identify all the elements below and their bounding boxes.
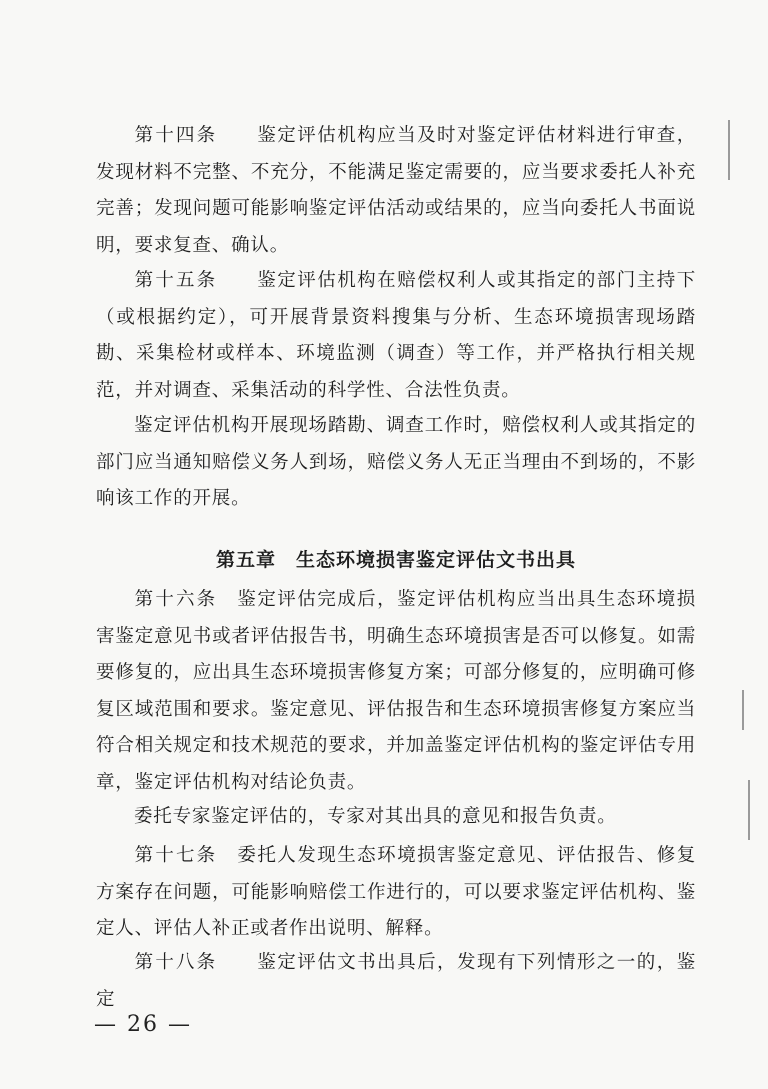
article-16-paragraph xyxy=(96,582,696,801)
chapter-5-heading: 第五章 生态环境损害鉴定评估文书出具 xyxy=(215,549,576,571)
article-18-paragraph xyxy=(96,945,696,1018)
article-15-paragraph xyxy=(96,263,696,409)
scan-edge-mark xyxy=(728,120,730,180)
article-14-text: 鉴定评估机构应当及时对鉴定评估材料进行审查，发现材料不完整、不充分，不能满足鉴定需要的，应当要求委托人补充完善；发现问题可能影响鉴定评估活动或结果的，应当向委托人书面说明，要求复查、确认。 xyxy=(96,125,696,256)
article-17-label: 第十七条 xyxy=(134,845,218,866)
article-16-continuation-text: 委托专家鉴定评估的，专家对其出具的意见和报告负责。 xyxy=(134,806,617,827)
article-15-continuation-paragraph xyxy=(96,408,696,518)
article-15-continuation-text: 鉴定评估机构开展现场踏勘、调查工作时，赔偿权利人或其指定的部门应当通知赔偿义务人到场，赔偿义务人无正当理由不到场的，不影响该工作的开展。 xyxy=(96,415,696,509)
article-16-continuation-paragraph xyxy=(96,799,696,836)
article-14-paragraph xyxy=(96,118,696,264)
scan-edge-mark xyxy=(748,780,750,840)
page-number: — 26 — xyxy=(94,1012,192,1037)
article-16-text: 鉴定评估完成后，鉴定评估机构应当出具生态环境损害鉴定意见书或者评估报告书，明确生态环境损害是否可以修复。如需要修复的，应出具生态环境损害修复方案；可部分修复的，应明确可修复区域范围和要求。鉴定意见、评估报告和生态环境损害修复方案应当符合相关规定和技术规范的要求，并加盖鉴定评估机构的鉴定评估专用章，鉴定评估机构对结论负责。 xyxy=(96,589,696,793)
article-14-label: 第十四条 xyxy=(134,125,218,146)
article-15-label: 第十五条 xyxy=(134,270,218,291)
scan-edge-mark xyxy=(742,690,744,730)
article-15-text: 鉴定评估机构在赔偿权利人或其指定的部门主持下（或根据约定），可开展背景资料搜集与分析、生态环境损害现场踏勘、采集检材或样本、环境监测（调查）等工作，并严格执行相关规范，并对调查、采集活动的科学性、合法性负责。 xyxy=(96,270,696,401)
article-18-label: 第十八条 xyxy=(134,952,218,973)
article-18-text: 鉴定评估文书出具后，发现有下列情形之一的，鉴定 xyxy=(96,952,696,1010)
article-17-text: 委托人发现生态环境损害鉴定意见、评估报告、修复方案存在问题，可能影响赔偿工作进行的，可以要求鉴定评估机构、鉴定人、评估人补正或者作出说明、解释。 xyxy=(96,845,696,939)
article-17-paragraph xyxy=(96,838,696,948)
article-16-label: 第十六条 xyxy=(134,589,218,610)
